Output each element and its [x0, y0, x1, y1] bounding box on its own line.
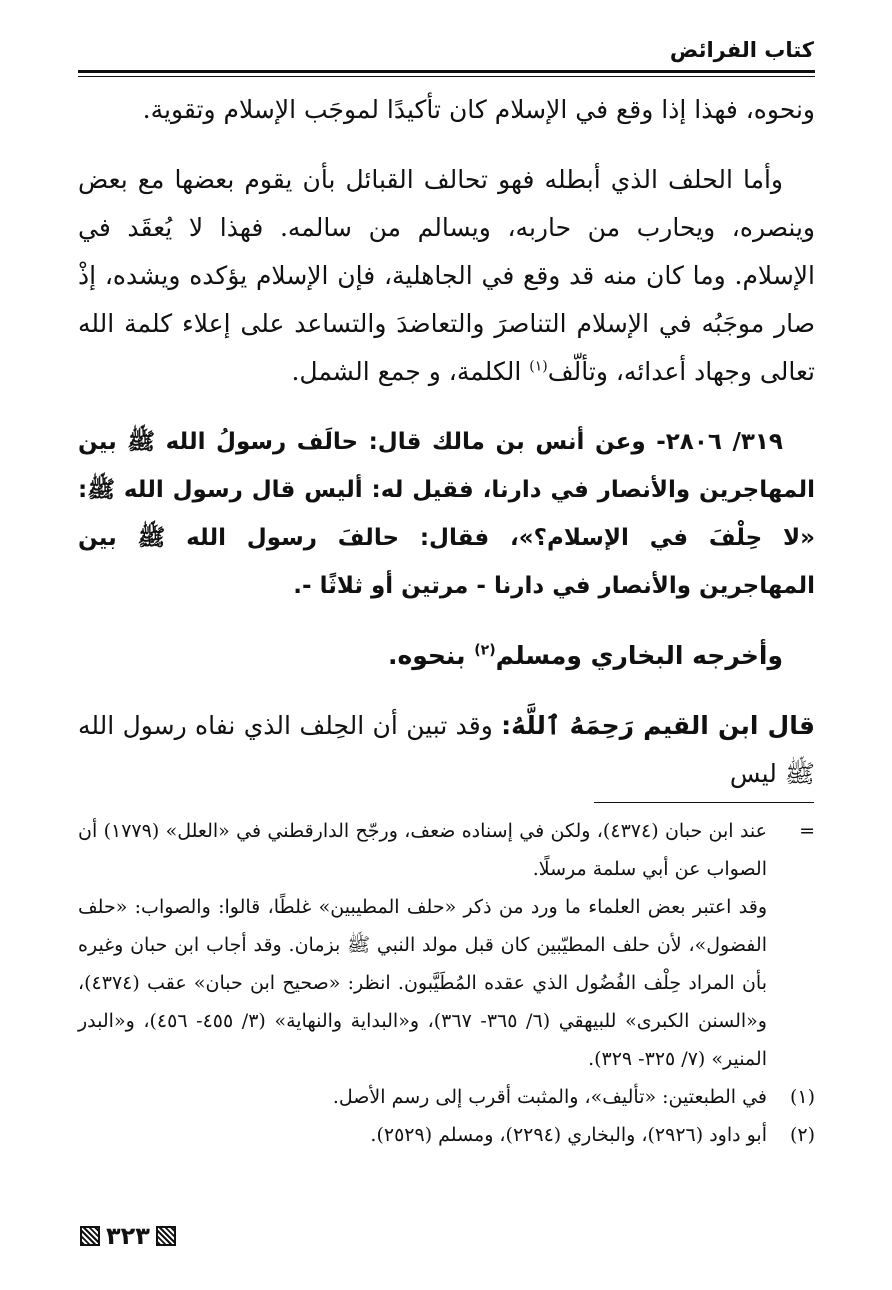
- header-rule-thick: [78, 70, 815, 73]
- ornament-icon: [80, 1226, 100, 1246]
- ornament-icon: [156, 1226, 176, 1246]
- footnote-2-text: أبو داود (٢٩٢٦)، والبخاري (٢٢٩٤)، ومسلم (٢٥٢٩).: [370, 1124, 767, 1146]
- takhrij-text: وأخرجه البخاري ومسلم: [495, 641, 783, 670]
- hadith-paragraph: ٣١٩/ ٢٨٠٦- وعن أنس بن مالك قال: حالَف رسولُ الله ﷺ بين المهاجرين والأنصار في دارنا، فقيل له: أليس قال رسول الله ﷺ: «لا حِلْفَ في الإسلام؟»، فقال: حالفَ رسول الله ﷺ بين المهاجرين والأنصار في دارنا - مرتين أو ثلاثًا -.: [78, 429, 815, 599]
- paragraph-2-text: وأما الحلف الذي أبطله فهو تحالف القبائل بأن يقوم بعضها مع بعض وينصره، ويحارب من حاربه، ويسالم من سالمه. فهذا لا يُعقَد في الإسلام. وما كان منه قد وقع في الجاهلية، فإن الإسلام يؤكده ويشده، إذْ صار موجَبُه في الإسلام التناصرَ والتعاضدَ والتساعد على إعلاء كلمة الله تعالى وجهاد أعدائه، وتألّف: [78, 165, 815, 386]
- continuation-1-text: عند ابن حبان (٤٣٧٤)، ولكن في إسناده ضعف، ورجّح الدارقطني في «العلل» (١٧٧٩) أن الصواب عن أبي سلمة مرسلًا.: [78, 820, 767, 880]
- ibn-qayyim-text: وقد تبين أن الحِلف الذي نفاه رسول الله ﷺ ليس: [78, 711, 815, 788]
- takhrij-end: بنحوه.: [387, 641, 475, 670]
- footnote-1-text: في الطبعتين: «تأليف»، والمثبت أقرب إلى رسم الأصل.: [332, 1086, 767, 1108]
- footnote-2: [78, 1116, 815, 1154]
- footnote-1-number: (١): [789, 1086, 815, 1108]
- footnote-1: [78, 1078, 815, 1116]
- paragraph-2: [78, 156, 815, 396]
- paragraph-2-end: الكلمة، و جمع الشمل.: [291, 357, 530, 386]
- paragraph-1: ونحوه، فهذا إذا وقع في الإسلام كان تأكيدًا لموجَب الإسلام وتقوية.: [142, 95, 815, 124]
- footnote-ref-1: (١): [529, 358, 548, 375]
- footnote-2-number: (٢): [789, 1124, 815, 1146]
- footnotes-section: [78, 812, 815, 1154]
- page-number-block: [80, 1222, 176, 1250]
- ibn-qayyim-paragraph: [78, 702, 815, 798]
- page-number: ٣٢٣: [106, 1222, 150, 1250]
- main-text: [78, 86, 815, 820]
- footnote-continuation-2: وقد اعتبر بعض العلماء ما ورد من ذكر «حلف المطيبين» غلطًا، قالوا: والصواب: «حلف الفضول»، لأن حلف المطيّبين كان قبل مولد النبي ﷺ بزمان. وقد أجاب ابن حبان وغيره بأن المراد حِلْف الفُضُول الذي عقده المُطَيَّبون. انظر: «صحيح ابن حبان» عقب (٤٣٧٤)، و«السنن الكبرى» للبيهقي (٦/ ٣٦٥- ٣٦٧)، و«البداية والنهاية» (٣/ ٤٥٥- ٤٥٦)، و«البدر المنير» (٧/ ٣٢٥- ٣٢٩).: [78, 896, 767, 1070]
- takhrij-paragraph: [78, 632, 815, 680]
- ibn-qayyim-label: قال ابن القيم رَحِمَهُ ٱللَّهُ:: [501, 711, 815, 740]
- footnote-separator: [594, 802, 814, 803]
- footnote-continuation-1: [78, 812, 815, 888]
- header-rule-thin: [78, 76, 815, 77]
- running-header-title: كتاب الفرائض: [669, 38, 814, 62]
- footnote-ref-2: (٢): [474, 642, 496, 659]
- continuation-marker: =: [799, 820, 815, 842]
